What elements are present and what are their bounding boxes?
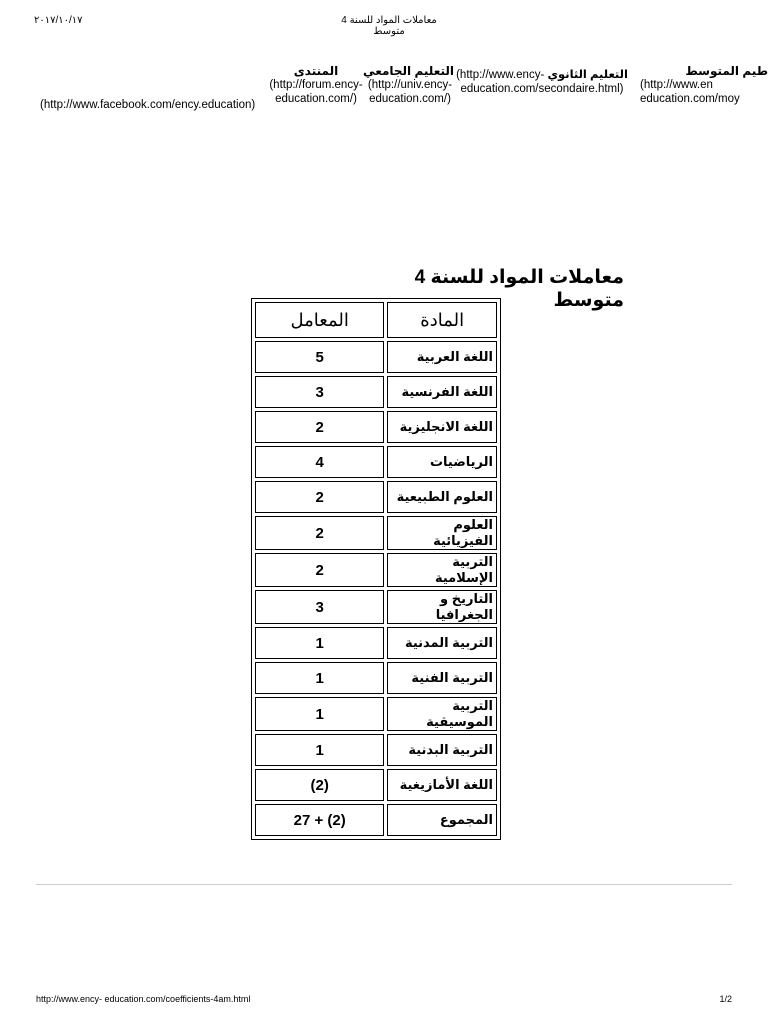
print-date: ٢٠١٧/١٠/١٧ [34,15,83,26]
coefficient-value: 2 [255,411,384,443]
header-coefficient: المعامل [255,302,384,338]
nav-link-secondary-url2: education.com/secondaire.html) [460,83,624,95]
table-row [255,734,497,766]
subject-name: التربية الإسلامية [387,553,497,587]
subject-name: التربية الفنية [387,662,497,694]
footer-page-number: 1/2 [719,994,732,1004]
coefficient-value: (2) [255,769,384,801]
subject-name: اللغة الفرنسية [387,376,497,408]
table-header-row [255,302,497,338]
table-body [255,341,497,836]
subject-name: الرياضيات [387,446,497,478]
subject-name: اللغة الأمازيغية [387,769,497,801]
table-row [255,516,497,550]
table-row [255,804,497,836]
nav-link-middle-title: طيم المتوسط [685,64,768,78]
nav-link-forum-title: المنتدى [293,64,339,78]
coefficient-value: 1 [255,662,384,694]
table-row [255,341,497,373]
table-row [255,662,497,694]
subject-name: العلوم الفيزيائية [387,516,497,550]
subject-name: التربية الموسيقية [387,697,497,731]
table-row [255,769,497,801]
print-title: معاملات المواد للسنة 4 متوسط [341,15,437,37]
nav-link-secondary[interactable] [456,68,628,96]
coefficient-value: 1 [255,627,384,659]
nav-link-secondary-url1: (http://www.ency- [456,69,545,81]
subject-name: اللغة العربية [387,341,497,373]
coefficient-value: 27 + (2) [255,804,384,836]
nav-link-university-url2: education.com/) [369,93,451,105]
table-row [255,697,497,731]
nav-link-forum-url1: (http://forum.ency- [269,79,363,91]
coefficient-value: 2 [255,481,384,513]
nav-link-forum[interactable] [266,64,366,106]
nav-link-middle[interactable] [628,64,768,106]
nav-link-university-url1: (http://univ.ency- [367,79,453,91]
footer-url: http://www.ency- education.com/coefficients-4am.html [36,994,251,1004]
nav-link-forum-url2: education.com/) [275,93,357,105]
coefficient-value: 5 [255,341,384,373]
subject-name: العلوم الطبيعية [387,481,497,513]
subject-name: التربية البدنية [387,734,497,766]
subject-name: المجموع [387,804,497,836]
subject-name: التربية المدنية [387,627,497,659]
nav-link-middle-url2: education.com/moy [640,93,740,105]
facebook-link[interactable]: (http://www.facebook.com/ency.education) [40,99,256,111]
nav-link-secondary-title: التعليم الثانوي [547,69,628,81]
coefficients-table [251,298,501,840]
table-row [255,553,497,587]
page-title: معاملات المواد للسنة 4 متوسط [414,267,624,311]
nav-link-university[interactable] [363,64,454,106]
divider [36,884,732,885]
table-row [255,481,497,513]
coefficient-value: 2 [255,553,384,587]
table-row [255,411,497,443]
header-subject: المادة [387,302,497,338]
coefficient-value: 4 [255,446,384,478]
coefficient-value: 2 [255,516,384,550]
table-row [255,627,497,659]
subject-name: التاريخ و الجغرافيا [387,590,497,624]
table-row [255,590,497,624]
nav-link-middle-url1: (http://www.en [640,79,713,91]
table-row [255,446,497,478]
coefficient-value: 1 [255,697,384,731]
coefficient-value: 3 [255,590,384,624]
coefficient-value: 3 [255,376,384,408]
table-row [255,376,497,408]
coefficient-value: 1 [255,734,384,766]
nav-link-university-title: التعليم الجامعي [363,64,454,78]
subject-name: اللغة الانجليزية [387,411,497,443]
